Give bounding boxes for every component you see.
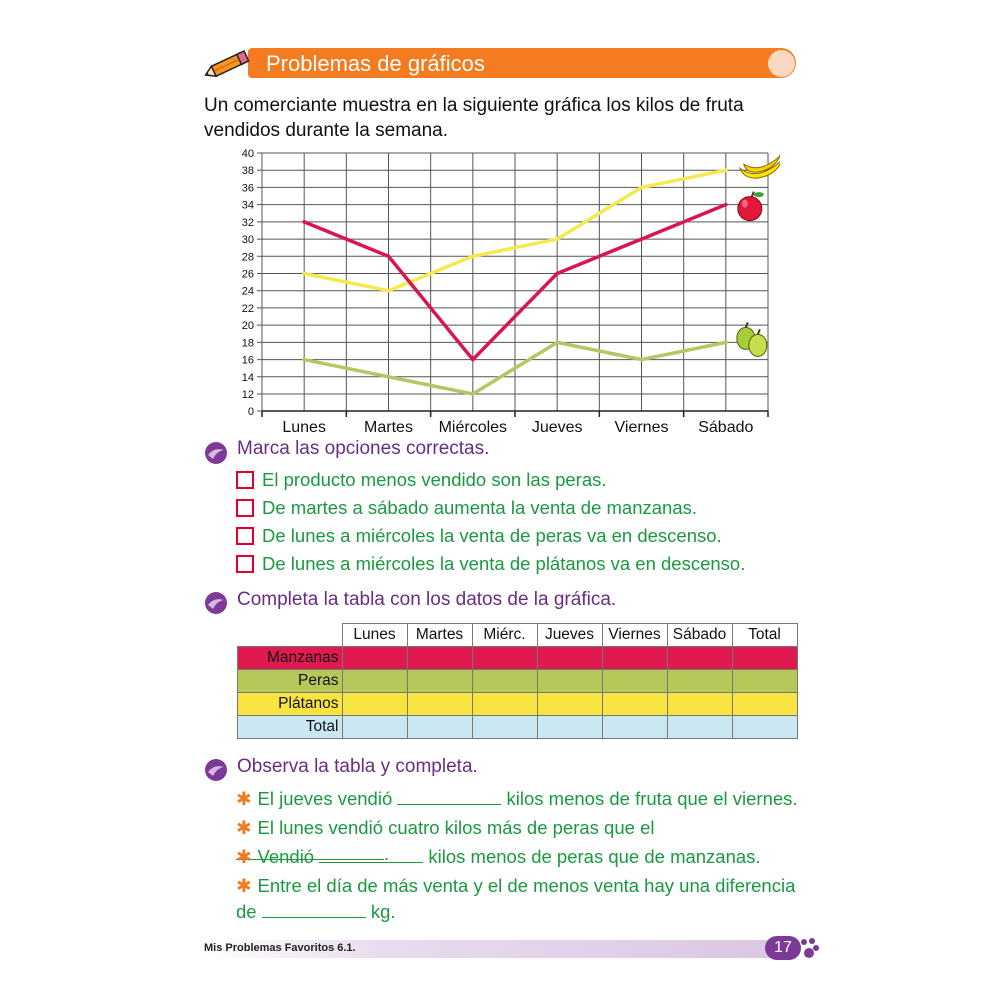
- table-cell[interactable]: [732, 716, 797, 739]
- data-point: [387, 375, 391, 379]
- option-item: [236, 469, 607, 491]
- table-cell[interactable]: [602, 647, 667, 670]
- table-cell[interactable]: [407, 716, 472, 739]
- data-point: [387, 254, 391, 258]
- y-tick-label: 30: [241, 234, 254, 247]
- table-cell[interactable]: [472, 647, 537, 670]
- option-checkbox[interactable]: [236, 499, 254, 517]
- x-tick-label: Sábado: [698, 419, 754, 436]
- table-cell[interactable]: [732, 670, 797, 693]
- table-cell[interactable]: [472, 716, 537, 739]
- table-cell[interactable]: [407, 670, 472, 693]
- data-point: [302, 220, 306, 224]
- section-title-complete: Observa la tabla y completa.: [237, 756, 478, 777]
- option-item: [236, 553, 745, 575]
- fill-text: El lunes vendió cuatro kilos más de peras que el: [257, 817, 655, 838]
- line-chart: [220, 148, 780, 438]
- table-cell[interactable]: [537, 647, 602, 670]
- y-tick-label: 16: [241, 354, 254, 367]
- star-bullet-icon: ✱: [236, 875, 252, 896]
- table-cell[interactable]: [732, 693, 797, 716]
- table-header: Total: [732, 624, 797, 647]
- table-cell[interactable]: [667, 670, 732, 693]
- option-label: De lunes a miércoles la venta de plátanos va en descenso.: [262, 553, 746, 574]
- table-cell[interactable]: [537, 716, 602, 739]
- y-tick-label: 36: [241, 182, 254, 195]
- star-bullet-icon: ✱: [236, 817, 252, 838]
- table-cell[interactable]: [472, 693, 537, 716]
- option-checkbox[interactable]: [236, 555, 254, 573]
- table-header: Viernes: [602, 624, 667, 647]
- section-title-table: Completa la tabla con los datos de la gráfica.: [237, 589, 617, 610]
- table-cell[interactable]: [667, 716, 732, 739]
- option-label: El producto menos vendido son las peras.: [262, 469, 607, 490]
- fill-text: kilos menos de peras que de manzanas.: [428, 846, 761, 867]
- x-tick-label: Miércoles: [438, 419, 508, 436]
- table-cell[interactable]: [667, 693, 732, 716]
- option-item: [236, 525, 722, 547]
- header-bubble: [768, 50, 795, 77]
- footer-text: Mis Problemas Favoritos 6.1.: [204, 942, 356, 954]
- data-point: [387, 289, 391, 293]
- table-header: Jueves: [537, 624, 602, 647]
- option-checkbox[interactable]: [236, 471, 254, 489]
- row-label: Peras: [238, 670, 343, 693]
- table-cell[interactable]: [667, 647, 732, 670]
- apple-icon: [738, 192, 764, 221]
- option-checkbox[interactable]: [236, 527, 254, 545]
- x-tick-label: Viernes: [614, 419, 669, 436]
- option-label: De lunes a miércoles la venta de peras va en descenso.: [262, 525, 722, 546]
- table-cell[interactable]: [602, 716, 667, 739]
- table-cell[interactable]: [537, 670, 602, 693]
- data-point: [555, 237, 559, 241]
- pear-icon: [737, 322, 767, 356]
- data-point: [555, 341, 559, 345]
- fill-text: kg.: [370, 901, 396, 922]
- star-bullet-icon: ✱: [236, 788, 252, 809]
- x-tick-label: Jueves: [531, 419, 583, 436]
- answer-blank[interactable]: [262, 899, 366, 918]
- row-label: Total: [238, 716, 343, 739]
- answer-blank[interactable]: [397, 786, 501, 805]
- table-header: Miérc.: [472, 624, 537, 647]
- fill-item: [236, 786, 806, 812]
- y-tick-label: 18: [241, 337, 254, 350]
- table-header-row: [238, 624, 798, 647]
- y-tick-label: 26: [241, 268, 254, 281]
- data-point: [724, 203, 728, 207]
- table-row: [238, 693, 798, 716]
- fill-text: Vendió: [257, 846, 315, 867]
- table-cell[interactable]: [732, 647, 797, 670]
- table-row: [238, 647, 798, 670]
- table-cell[interactable]: [537, 693, 602, 716]
- y-tick-label: 40: [241, 148, 254, 160]
- row-label: Plátanos: [238, 693, 343, 716]
- pencil-icon: [202, 44, 254, 84]
- y-tick-label: 22: [241, 302, 254, 315]
- table-cell[interactable]: [407, 647, 472, 670]
- data-point: [471, 358, 475, 362]
- table-cell[interactable]: [602, 693, 667, 716]
- data-table: [237, 623, 798, 739]
- table-row: [238, 670, 798, 693]
- y-tick-label: 24: [241, 285, 254, 298]
- page-number: 17: [765, 936, 801, 960]
- intro-text: Un comerciante muestra en la siguiente gráfica los kilos de fruta vendidos durante la semana.: [204, 95, 744, 141]
- fill-text: kilos menos de fruta que el viernes.: [506, 788, 798, 809]
- fill-item: [236, 844, 806, 870]
- y-tick-label: 34: [241, 199, 254, 212]
- star-bullet-icon: ✱: [236, 846, 252, 867]
- data-point: [640, 237, 644, 241]
- table-header: Sábado: [667, 624, 732, 647]
- fill-item: [236, 873, 806, 925]
- table-cell[interactable]: [342, 693, 407, 716]
- data-point: [724, 341, 728, 345]
- page-title: Problemas de gráficos: [266, 51, 485, 76]
- section-bullet-icon: [204, 758, 228, 782]
- fill-text: Entre el día de más venta y el de menos venta hay una diferencia de: [236, 875, 796, 922]
- data-point: [724, 168, 728, 172]
- y-tick-label: 28: [241, 251, 254, 264]
- banana-icon: [740, 152, 780, 178]
- data-point: [640, 358, 644, 362]
- table-cell[interactable]: [472, 670, 537, 693]
- table-row: [238, 716, 798, 739]
- table-cell[interactable]: [407, 693, 472, 716]
- fill-text: El jueves vendió: [257, 788, 393, 809]
- answer-blank[interactable]: [319, 844, 423, 863]
- y-tick-label: 12: [241, 389, 254, 401]
- y-tick-label: 32: [241, 216, 254, 229]
- table-cell[interactable]: [342, 670, 407, 693]
- option-label: De martes a sábado aumenta la venta de manzanas.: [262, 497, 698, 518]
- table-cell[interactable]: [342, 647, 407, 670]
- table-cell[interactable]: [342, 716, 407, 739]
- data-point: [302, 272, 306, 276]
- data-point: [640, 186, 644, 190]
- y-tick-label: 14: [241, 371, 254, 384]
- data-point: [555, 272, 559, 276]
- table-header: Martes: [407, 624, 472, 647]
- data-point: [471, 254, 475, 258]
- data-point: [302, 358, 306, 362]
- section-title-options: Marca las opciones correctas.: [237, 438, 490, 459]
- fill-text: .: [384, 843, 390, 864]
- x-tick-label: Martes: [364, 419, 413, 436]
- row-label: Manzanas: [238, 647, 343, 670]
- table-cell[interactable]: [602, 670, 667, 693]
- x-tick-label: Lunes: [282, 419, 326, 436]
- y-tick-label: 20: [241, 320, 254, 333]
- table-header: Lunes: [342, 624, 407, 647]
- y-tick-label: 38: [241, 165, 254, 178]
- data-point: [471, 392, 475, 396]
- section-bullet-icon: [204, 441, 228, 465]
- option-item: [236, 497, 697, 519]
- y-tick-label: 0: [247, 406, 254, 418]
- paw-icon: [798, 936, 820, 960]
- section-bullet-icon: [204, 591, 228, 615]
